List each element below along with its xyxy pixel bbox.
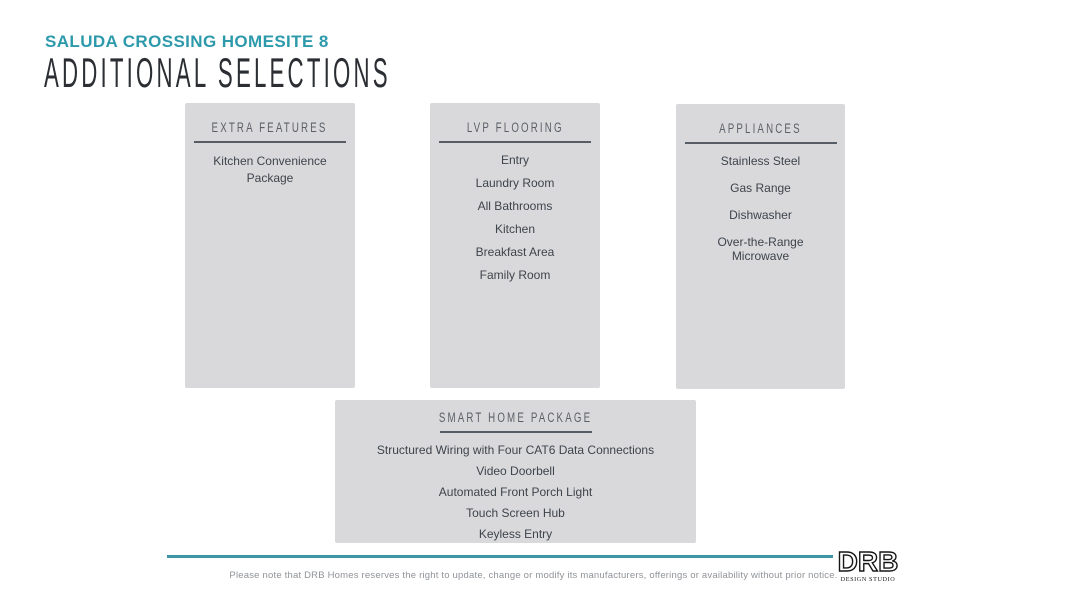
footer-divider	[167, 555, 833, 558]
card-extra-features-heading	[185, 116, 355, 134]
heading-divider	[439, 141, 591, 143]
card-extra-features-list	[185, 153, 355, 187]
card-heading-text: APPLIANCES	[719, 121, 802, 136]
list-item: Keyless Entry	[478, 527, 553, 541]
card-lvp-flooring-heading	[430, 116, 600, 134]
list-item: Stainless Steel	[720, 154, 801, 168]
drb-logo-graphic	[838, 546, 898, 586]
footer-disclaimer: Please note that DRB Homes reserves the right to update, change or modify its manufacturers, offerings or availability without prior notice.	[229, 570, 838, 581]
card-lvp-flooring	[430, 103, 600, 388]
drb-logo-subtext: DESIGN STUDIO	[840, 576, 896, 583]
list-item: Structured Wiring with Four CAT6 Data Connections	[376, 443, 655, 457]
list-item: Automated Front Porch Light	[438, 485, 593, 499]
list-item: Touch Screen Hub	[466, 506, 565, 520]
card-lvp-flooring-list	[430, 153, 600, 282]
card-appliances	[676, 104, 845, 389]
card-extra-features	[185, 103, 355, 388]
drb-design-studio-logo	[838, 546, 898, 586]
card-appliances-list	[676, 154, 845, 263]
card-smart-home-package	[335, 400, 696, 543]
heading-divider	[194, 141, 346, 143]
list-item: Gas Range	[730, 181, 791, 195]
page-title	[44, 49, 698, 96]
card-appliances-heading	[676, 117, 845, 135]
card-smart-home-package-heading	[335, 406, 696, 424]
heading-divider	[440, 431, 592, 433]
list-item: Breakfast Area	[475, 245, 555, 259]
community-subtitle: SALUDA CROSSING HOMESITE 8	[45, 32, 329, 51]
list-item: Kitchen Convenience Package	[213, 154, 327, 185]
list-item: Over-the-Range Microwave	[717, 235, 804, 263]
card-heading-text: EXTRA FEATURES	[212, 120, 328, 135]
list-item: Dishwasher	[729, 208, 792, 222]
list-item: Video Doorbell	[476, 464, 555, 478]
drb-logo-text: DRB	[838, 546, 898, 577]
card-heading-text: LVP FLOORING	[466, 120, 564, 135]
list-item: All Bathrooms	[477, 199, 553, 213]
list-item: Kitchen	[494, 222, 536, 236]
card-smart-home-package-list	[335, 443, 696, 541]
card-heading-text: SMART HOME PACKAGE	[438, 410, 593, 425]
heading-divider	[685, 142, 837, 144]
list-item: Laundry Room	[475, 176, 555, 190]
list-item: Family Room	[479, 268, 551, 282]
list-item: Entry	[500, 153, 529, 167]
page-title-text: ADDITIONAL SELECTIONS	[44, 49, 391, 96]
